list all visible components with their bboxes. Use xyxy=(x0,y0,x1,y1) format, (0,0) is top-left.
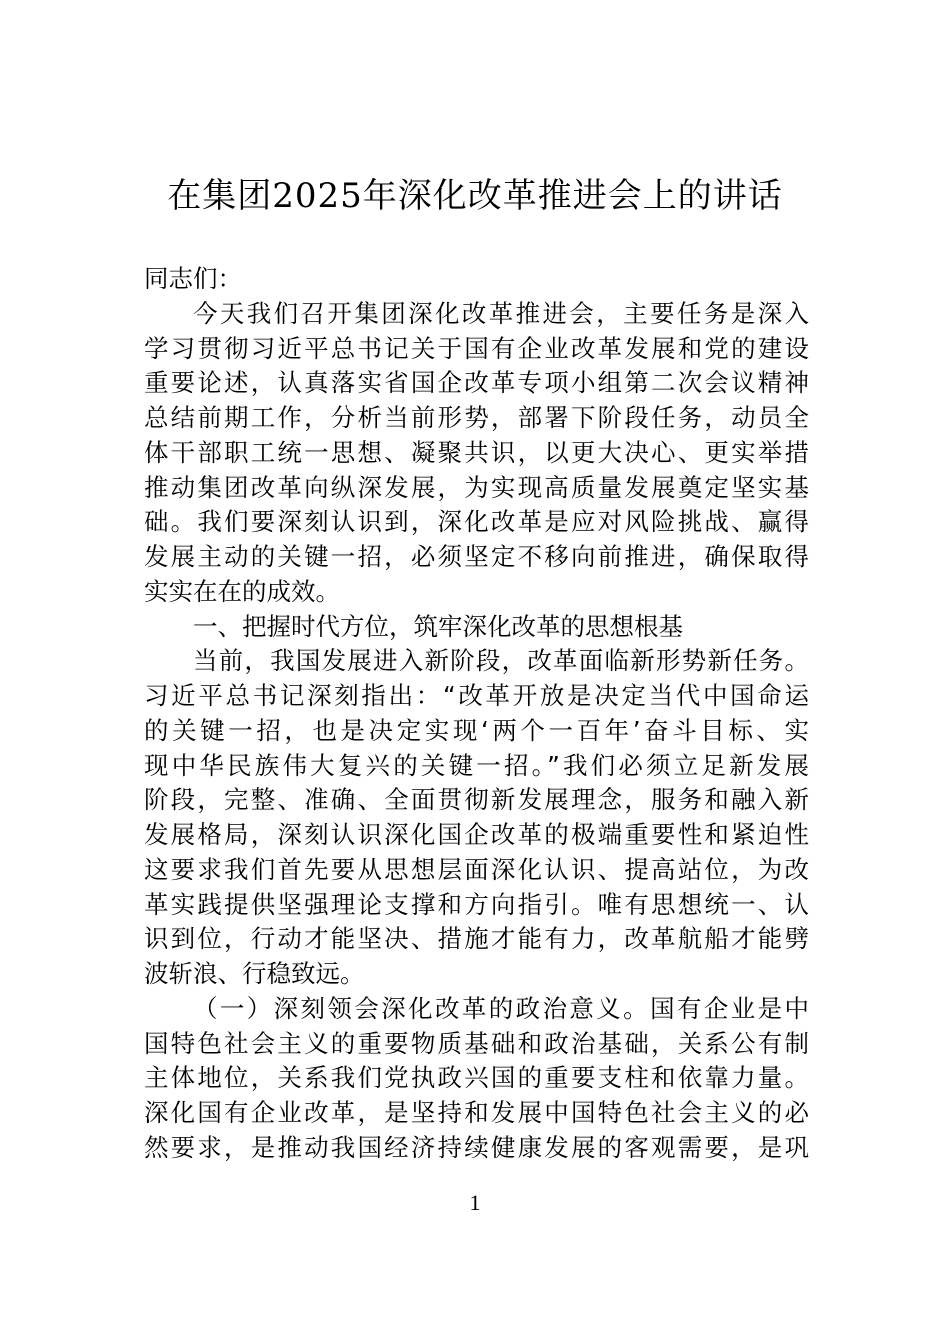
paragraph-line: 发展格局，深刻认识深化国企改革的极端重要性和紧迫性 xyxy=(144,820,809,849)
paragraph-line: 总结前期工作，分析当前形势，部署下阶段任务，动员全 xyxy=(144,403,809,432)
section-heading: 一、把握时代方位，筑牢深化改革的思想根基 xyxy=(193,611,683,641)
paragraph-line: 学习贯彻习近平总书记关于国有企业改革发展和党的建设 xyxy=(144,333,809,363)
paragraph-line: 当前，我国发展进入新阶段，改革面临新形势新任务。 xyxy=(193,646,809,676)
page-number: 1 xyxy=(469,1190,481,1215)
paragraph-line: 识到位，行动才能坚决、措施才能有力，改革航船才能劈 xyxy=(144,924,809,954)
paragraph-line: 的关键一招，也是决定实现‘两个一百年’奋斗目标、实 xyxy=(144,715,809,745)
paragraph-line: 重要论述，认真落实省国企改革专项小组第二次会议精神 xyxy=(144,368,809,398)
salutation-line: 同志们： xyxy=(144,264,242,293)
paragraph-line: 今天我们召开集团深化改革推进会，主要任务是深入 xyxy=(193,298,809,328)
paragraph-line: 发展主动的关键一招，必须坚定不移向前推进，确保取得 xyxy=(144,542,809,571)
paragraph-line: 然要求，是推动我国经济持续健康发展的客观需要，是巩 xyxy=(144,1132,809,1162)
subsection-line: （一）深刻领会深化改革的政治意义。国有企业是中 xyxy=(193,993,809,1023)
paragraph-line: 主体地位，关系我们党执政兴国的重要支柱和依靠力量。 xyxy=(144,1063,809,1093)
paragraph-line: 现中华民族伟大复兴的关键一招。”我们必须立足新发展 xyxy=(144,750,809,780)
paragraph-line: 波斩浪、行稳致远。 xyxy=(144,959,365,988)
paragraph-line: 推动集团改革向纵深发展，为实现高质量发展奠定坚实基 xyxy=(144,472,809,502)
document-title: 在集团2025年深化改革推进会上的讲话 xyxy=(167,176,783,216)
document-body xyxy=(144,262,809,1166)
paragraph-line: 革实践提供坚强理论支撑和方向指引。唯有思想统一、认 xyxy=(144,889,809,919)
paragraph-line: 实实在在的成效。 xyxy=(144,576,340,606)
paragraph-line: 阶段，完整、准确、全面贯彻新发展理念，服务和融入新 xyxy=(144,785,809,815)
paragraph-line: 这要求我们首先要从思想层面深化认识、提高站位，为改 xyxy=(144,854,809,884)
paragraph-line: 深化国有企业改革，是坚持和发展中国特色社会主义的必 xyxy=(144,1098,809,1127)
paragraph-line: 习近平总书记深刻指出：“改革开放是决定当代中国命运 xyxy=(144,681,809,710)
paragraph-line: 础。我们要深刻认识到，深化改革是应对风险挑战、赢得 xyxy=(144,507,809,537)
paragraph-line: 体干部职工统一思想、凝聚共识，以更大决心、更实举措 xyxy=(144,437,809,467)
paragraph-line: 国特色社会主义的重要物质基础和政治基础，关系公有制 xyxy=(144,1028,809,1058)
